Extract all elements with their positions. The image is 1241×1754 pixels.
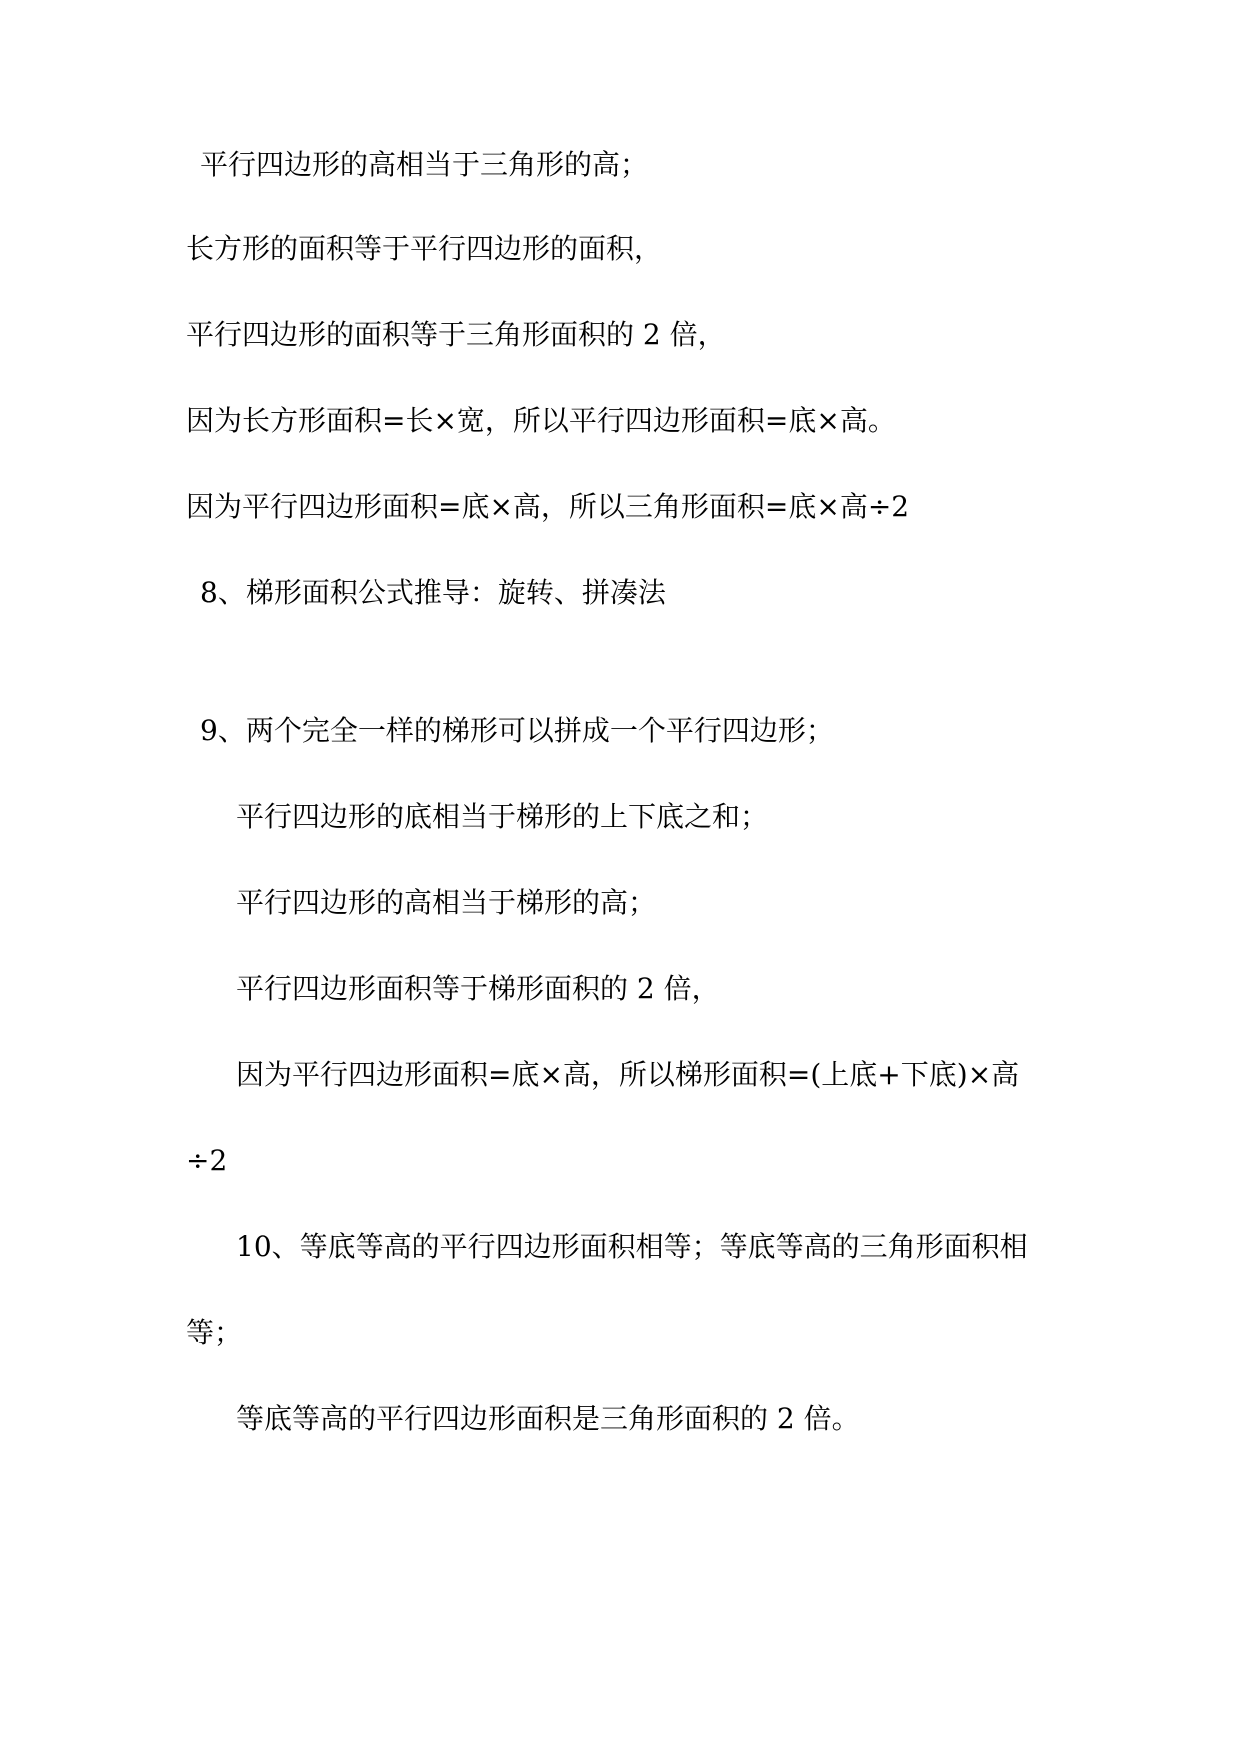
text-line-8: 平行四边形的底相当于梯形的上下底之和；: [236, 800, 769, 833]
text-line-3: 平行四边形的面积等于三角形面积的 2 倍，: [186, 318, 726, 351]
text-line-9: 平行四边形的高相当于梯形的高；: [236, 886, 657, 919]
text-line-14: 等；: [186, 1316, 243, 1349]
text-line-6: 8、梯形面积公式推导：旋转、拼凑法: [200, 576, 666, 609]
text-line-10: 平行四边形面积等于梯形面积的 2 倍，: [236, 972, 720, 1005]
text-line-12: ÷2: [186, 1144, 228, 1177]
text-line-4: 因为长方形面积=长×宽，所以平行四边形面积=底×高。: [186, 404, 896, 437]
text-line-13: 10、等底等高的平行四边形面积相等；等底等高的三角形面积相: [236, 1230, 1028, 1263]
text-line-15: 等底等高的平行四边形面积是三角形面积的 2 倍。: [236, 1402, 860, 1435]
text-line-7: 9、两个完全一样的梯形可以拼成一个平行四边形；: [200, 714, 834, 747]
text-line-1: 平行四边形的高相当于三角形的高；: [200, 148, 649, 181]
text-line-5: 因为平行四边形面积=底×高，所以三角形面积=底×高÷2: [186, 490, 910, 523]
text-line-11: 因为平行四边形面积=底×高，所以梯形面积=(上底+下底)×高: [236, 1058, 1020, 1091]
text-line-2: 长方形的面积等于平行四边形的面积，: [186, 232, 663, 265]
